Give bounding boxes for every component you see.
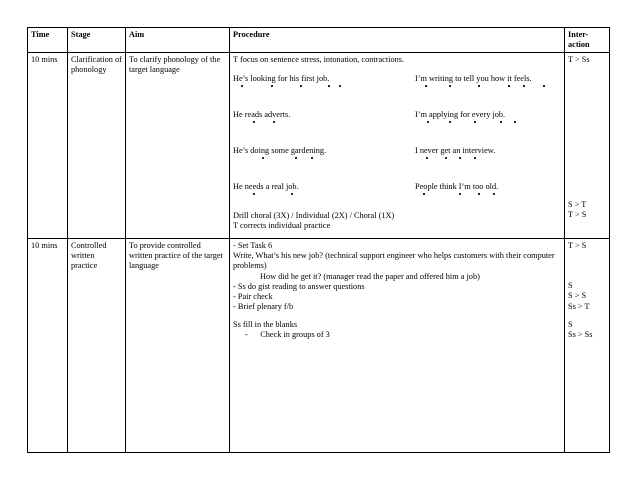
- interaction-item: T > Ss: [568, 55, 590, 65]
- procedure-line: - Check in groups of 3: [245, 330, 330, 340]
- header-interaction: Inter- action: [565, 28, 610, 53]
- interaction-item: Ss > Ss: [568, 329, 593, 339]
- interaction-item: S > S: [568, 291, 587, 301]
- interaction-item: S: [568, 319, 573, 329]
- row2-interaction: [565, 239, 610, 453]
- drill-instruction: Drill choral (3X) / Individual (2X) / Choral (1X): [233, 211, 395, 221]
- row1-time: 10 mins: [28, 53, 68, 239]
- sentence-left: He’s looking for his first job.: [233, 74, 415, 101]
- sentence-right: I never get an interview.: [415, 146, 561, 173]
- procedure-line: How did he get it? (manager read the paper and offered him a job): [260, 271, 480, 281]
- sentence-left: He’s doing some gardening.: [233, 146, 415, 173]
- procedure-line: - Pair check: [233, 291, 273, 301]
- row2-stage: Controlled written practice: [68, 239, 126, 453]
- table-row: [28, 239, 610, 453]
- header-time: Time: [28, 28, 68, 53]
- sentence-pair: [233, 110, 561, 137]
- header-procedure: Procedure: [230, 28, 565, 53]
- row1-procedure: [230, 53, 565, 239]
- interaction-item: S: [568, 281, 573, 291]
- sentence-pair: [233, 182, 561, 209]
- procedure-line: Ss fill in the blanks: [233, 319, 298, 329]
- procedure-line: - Set Task 6: [233, 241, 273, 251]
- lesson-plan-table: [27, 27, 610, 453]
- header-stage: Stage: [68, 28, 126, 53]
- correction-instruction: T corrects individual practice: [233, 221, 331, 231]
- interaction-item: S > T: [568, 200, 587, 210]
- sentence-left: He needs a real job.: [233, 182, 415, 209]
- sentence-right: I’m writing to tell you how it feels.: [415, 74, 561, 101]
- lesson-plan-page: [27, 27, 609, 453]
- sentence-right: I’m applying for every job.: [415, 110, 561, 137]
- sentence-pair: [233, 146, 561, 173]
- table-row: [28, 53, 610, 239]
- header-aim: Aim: [126, 28, 230, 53]
- interaction-item: T > S: [568, 241, 587, 251]
- interaction-item: T > S: [568, 210, 587, 220]
- procedure-intro: T focus on sentence stress, intonation, contractions.: [233, 55, 405, 65]
- sentence-left: He reads adverts.: [233, 110, 415, 137]
- procedure-line: Write, What’s his new job? (technical support engineer who helps customers with their computer problems): [233, 251, 555, 271]
- row1-stage: Clarification of phonology: [68, 53, 126, 239]
- procedure-line: - Brief plenary f/b: [233, 301, 294, 311]
- row2-procedure: [230, 239, 565, 453]
- sentence-pair: [233, 74, 561, 101]
- header-row: [28, 28, 610, 53]
- row1-aim: To clarify phonology of the target language: [126, 53, 230, 239]
- row2-aim: To provide controlled written practice of the target language: [126, 239, 230, 453]
- row1-interaction: [565, 53, 610, 239]
- procedure-line: - Ss do gist reading to answer questions: [233, 281, 365, 291]
- row2-time: 10 mins: [28, 239, 68, 453]
- sentence-right: People think I’m too old.: [415, 182, 561, 209]
- interaction-item: Ss > T: [568, 301, 590, 311]
